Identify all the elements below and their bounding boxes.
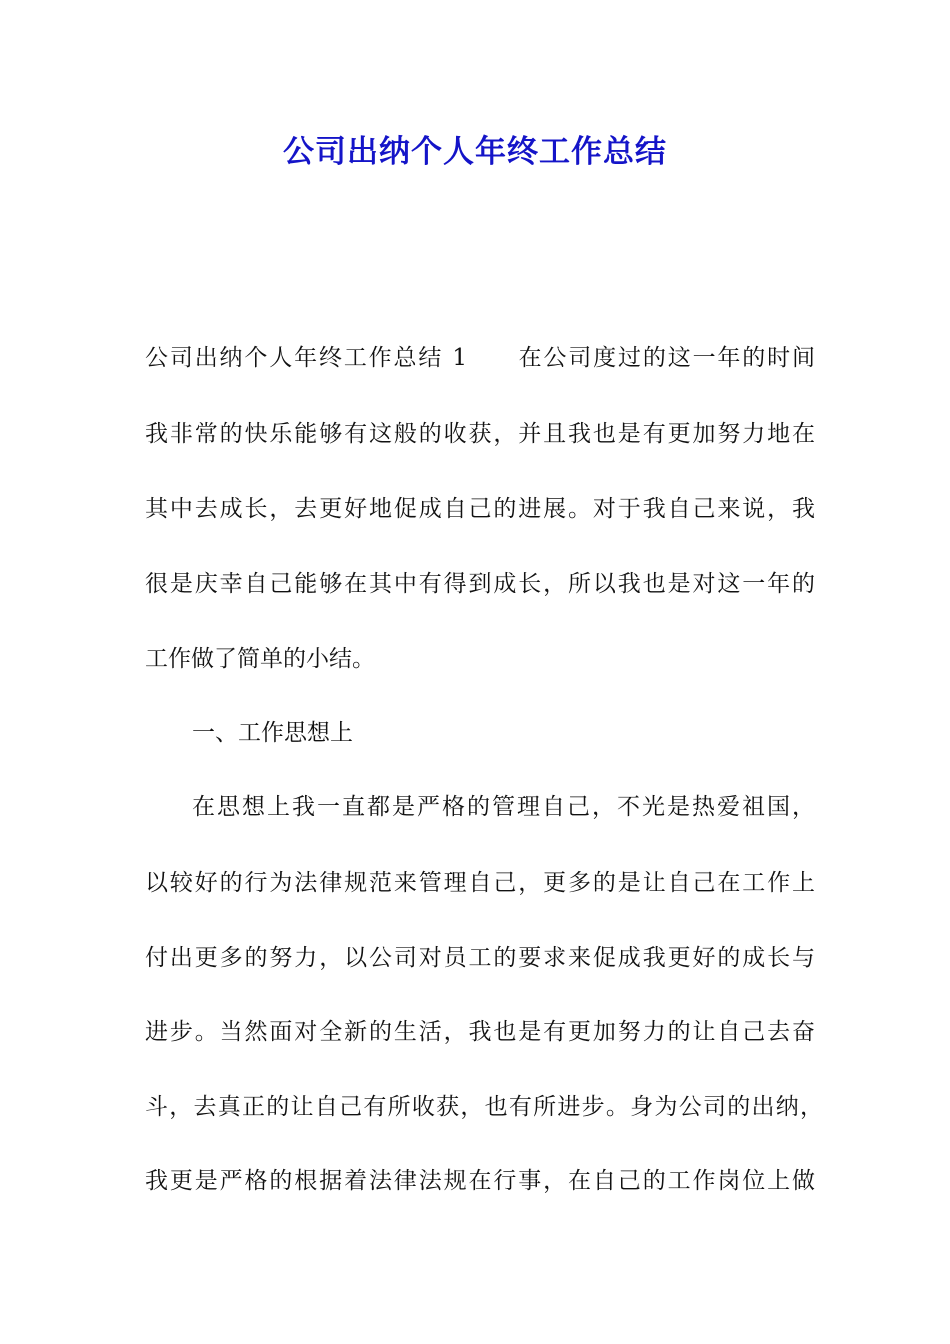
paragraph-line: 工作做了简单的小结。 <box>145 646 375 672</box>
paragraph-line: 付出更多的努力，以公司对员工的要求来促成我更好的成长与 <box>145 945 815 971</box>
paragraph-line: 公司出纳个人年终工作总结 1 在公司度过的这一年的时间 <box>145 345 815 371</box>
document-title: 公司出纳个人年终工作总结 <box>283 134 667 170</box>
paragraph-line: 很是庆幸自己能够在其中有得到成长，所以我也是对这一年的 <box>145 571 815 597</box>
paragraph-line: 进步。当然面对全新的生活，我也是有更加努力的让自己去奋 <box>145 1019 815 1045</box>
paragraph-line: 我更是严格的根据着法律法规在行事，在自己的工作岗位上做 <box>145 1168 815 1194</box>
paragraph-line: 斗，去真正的让自己有所收获，也有所进步。身为公司的出纳， <box>145 1094 823 1120</box>
paragraph-line: 我非常的快乐能够有这般的收获，并且我也是有更加努力地在 <box>145 421 815 447</box>
paragraph-line: 在思想上我一直都是严格的管理自己，不光是热爱祖国， <box>192 794 815 820</box>
section-heading: 一、工作思想上 <box>192 720 353 746</box>
paragraph-line: 其中去成长，去更好地促成自己的进展。对于我自己来说，我 <box>145 496 815 522</box>
paragraph-line: 以较好的行为法律规范来管理自己，更多的是让自己在工作上 <box>145 870 815 896</box>
